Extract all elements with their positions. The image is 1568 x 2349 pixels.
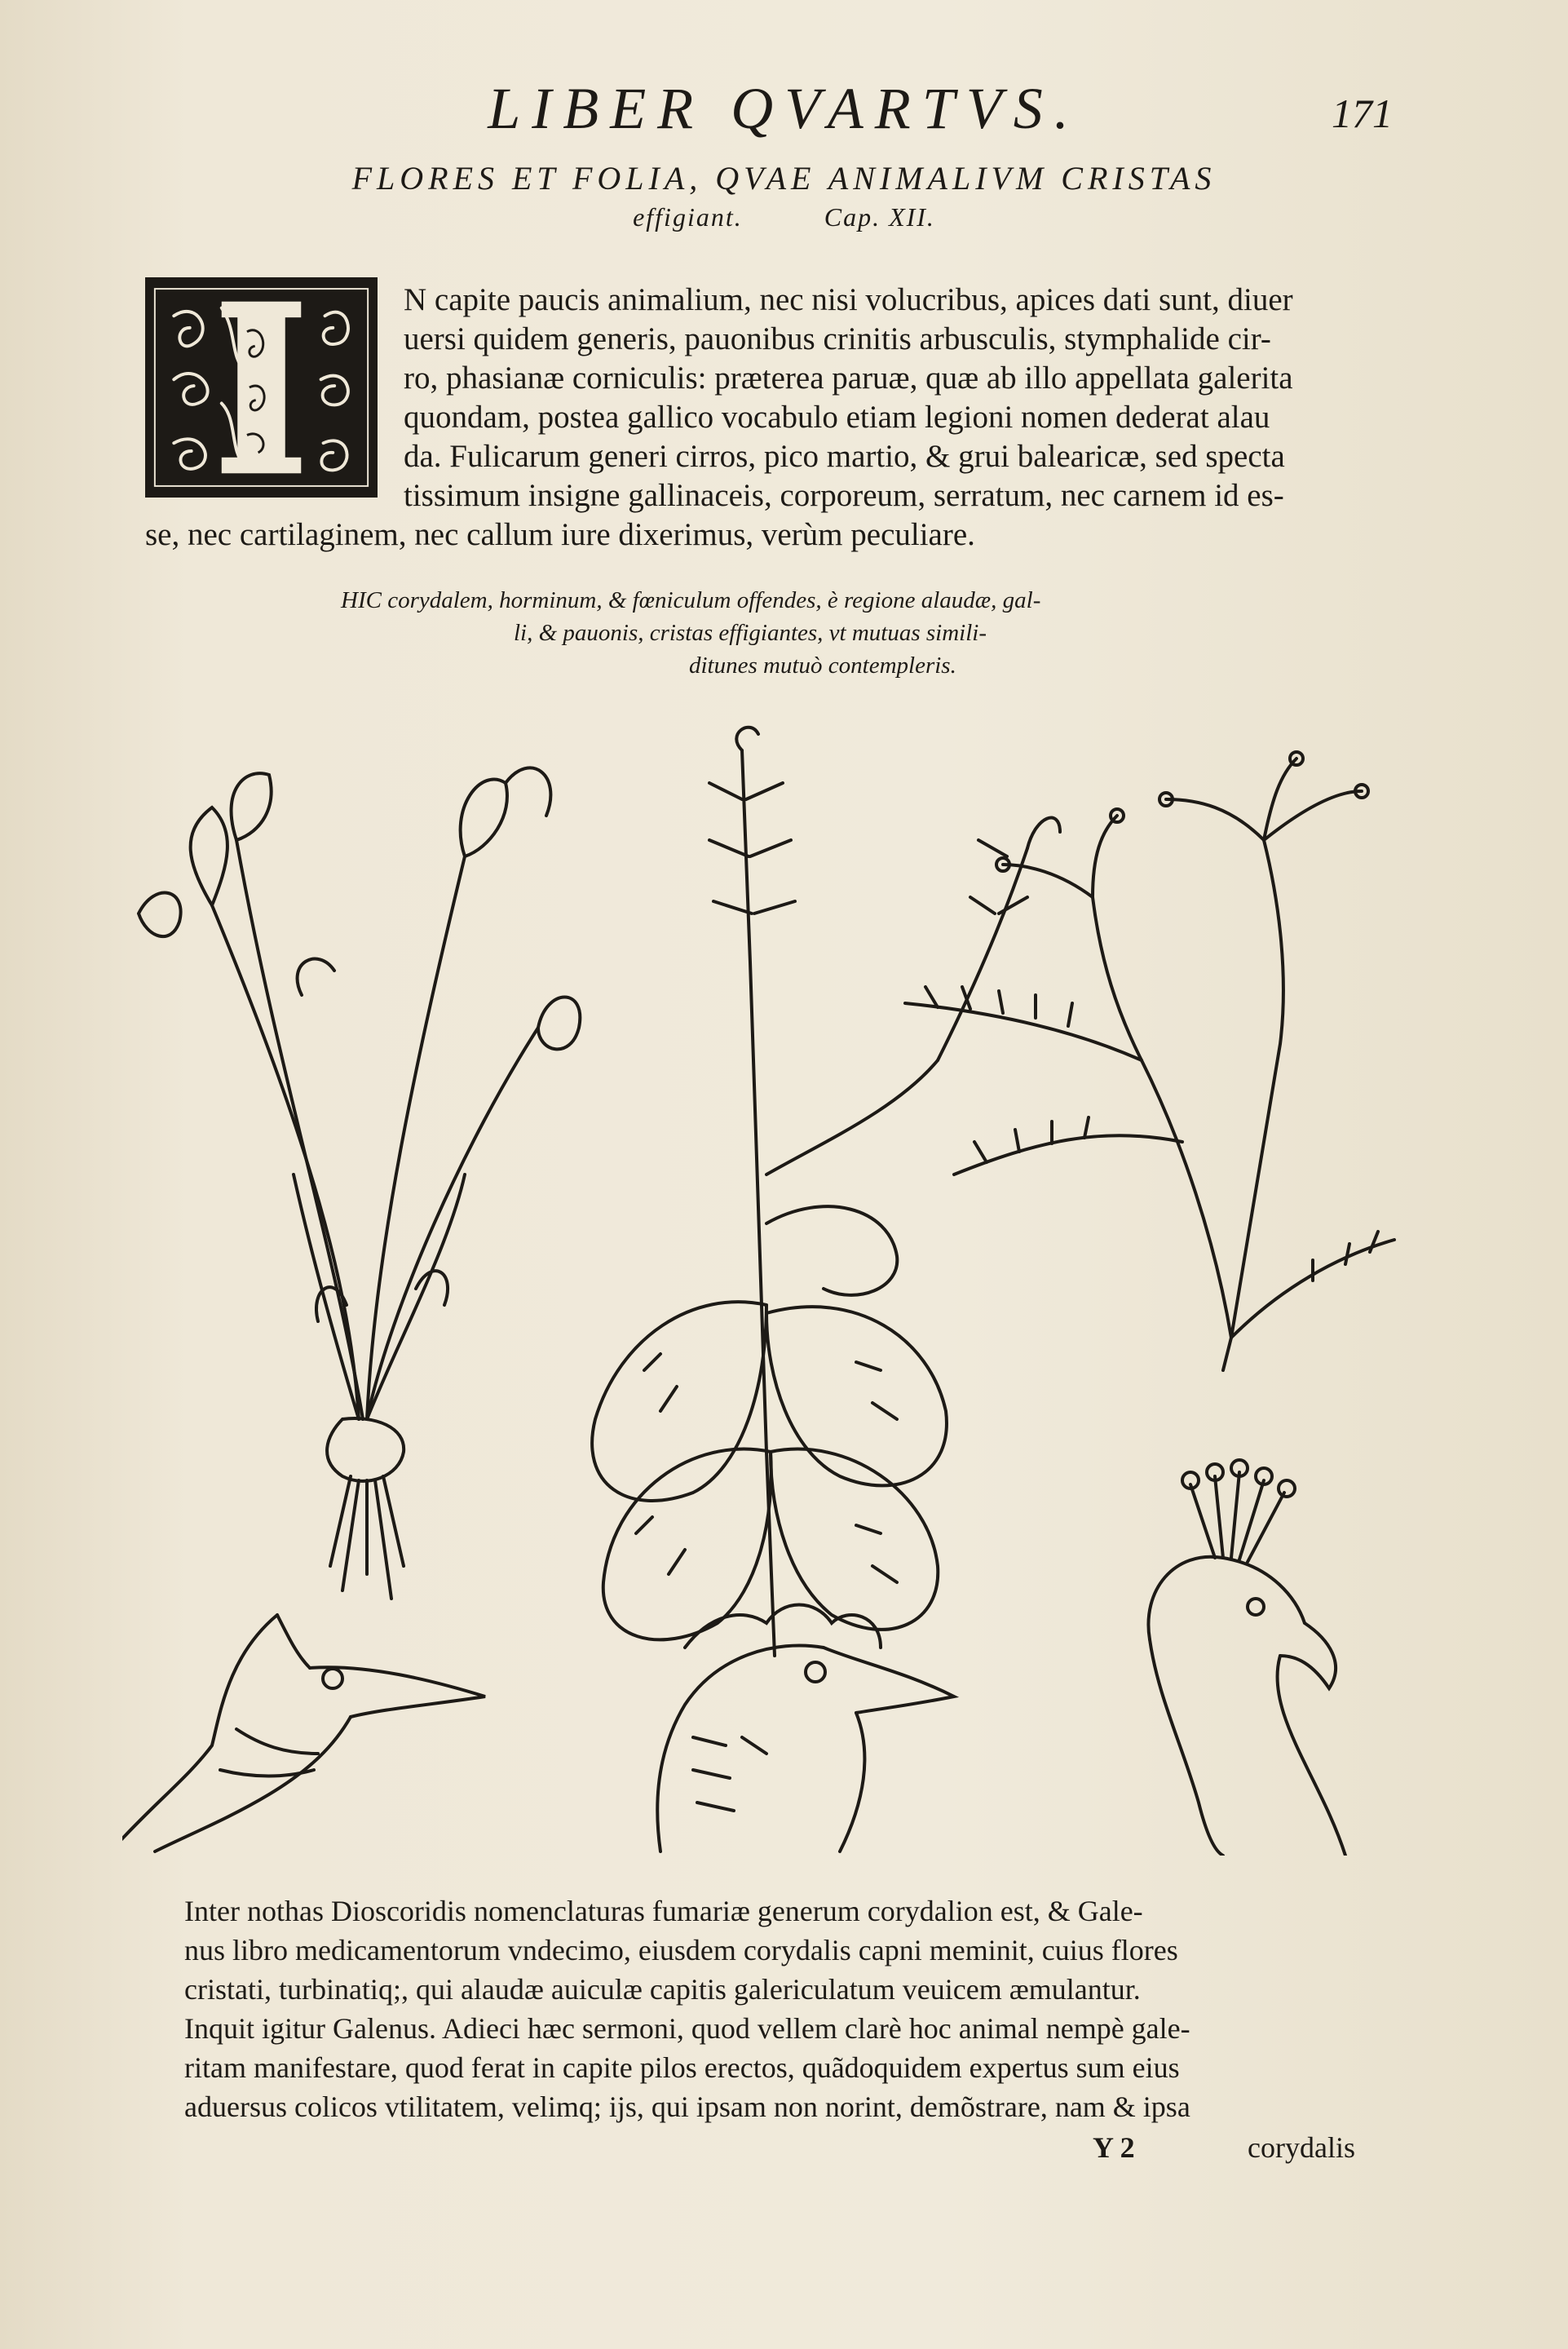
lark-head — [122, 1615, 485, 1851]
signature-mark: Y 2 — [1093, 2131, 1135, 2164]
opening-paragraph-line: da. Fulicarum generi cirros, pico martio, & grui balearicæ, sed specta — [404, 439, 1285, 474]
opening-paragraph-line: ro, phasianæ corniculis: præterea paruæ, quæ ab illo appellata galerita — [404, 361, 1293, 396]
horminum-plant — [592, 728, 1060, 1656]
catchword: corydalis — [1248, 2131, 1355, 2164]
foeniculum-plant — [905, 752, 1394, 1370]
chapter-title: FLORES ET FOLIA, QVAE ANIMALIVM CRISTAS — [351, 160, 1217, 197]
body-paragraph-line: cristati, turbinatiq;, qui alaudæ auiculæ capitis galericulatum veuicem æmulantur. — [184, 1973, 1141, 2006]
opening-paragraph-line: N capite paucis animalium, nec nisi volucribus, apices dati sunt, diuer — [404, 282, 1293, 317]
opening-paragraph-line: tissimum insigne gallinaceis, corporeum, serratum, nec carnem id es- — [404, 478, 1284, 513]
body-paragraph-line: Inter nothas Dioscoridis nomenclaturas fumariæ generum corydalion est, & Gale- — [184, 1895, 1143, 1927]
opening-paragraph-line: quondam, postea gallico vocabulo etiam legioni nomen dederat alau — [404, 400, 1270, 435]
decorated-initial-i-icon — [150, 282, 373, 493]
body-paragraph-line: Inquit igitur Galenus. Adieci hæc sermoni, quod vellem clarè hoc animal nempè gale- — [184, 2012, 1190, 2045]
running-head: LIBER QVARTVS. — [488, 76, 1080, 141]
illustration-caption-line: ditunes mutuò contempleris. — [689, 652, 956, 679]
corydalis-plant — [139, 768, 580, 1599]
body-paragraph-line: aduersus colicos vtilitatem, velimq; ijs, qui ipsam non norint, demõstrare, nam & ipsa — [184, 2090, 1190, 2123]
illustration-caption-line: li, & pauonis, cristas effigiantes, vt mutuas simili- — [514, 620, 987, 646]
decorated-initial — [145, 277, 378, 498]
chapter-subtitle — [0, 202, 1568, 232]
body-paragraph-line: ritam manifestare, quod ferat in capite pilos erectos, quãdoquidem expertus sum eius — [184, 2051, 1180, 2084]
chapter-number: Cap. XII. — [824, 202, 935, 232]
body-paragraph-line: nus libro medicamentorum vndecimo, eiusdem corydalis capni meminit, cuius flores — [184, 1934, 1178, 1966]
peacock-head — [1148, 1460, 1345, 1856]
woodcut-illustration — [122, 718, 1427, 1856]
opening-paragraph-line: uersi quidem generis, pauonibus crinitis arbusculis, stymphalide cir- — [404, 321, 1271, 356]
chapter-subtitle-left: effigiant. — [633, 202, 743, 232]
woodcut-plants-and-birds — [122, 718, 1427, 1856]
cock-head — [657, 1605, 954, 1852]
illustration-caption-line: HIC corydalem, horminum, & fœniculum offendes, è regione alaudæ, gal- — [341, 587, 1041, 613]
folio-number: 171 — [1332, 91, 1393, 136]
opening-paragraph-line: se, nec cartilaginem, nec callum iure dixerimus, verùm peculiare. — [145, 517, 975, 552]
